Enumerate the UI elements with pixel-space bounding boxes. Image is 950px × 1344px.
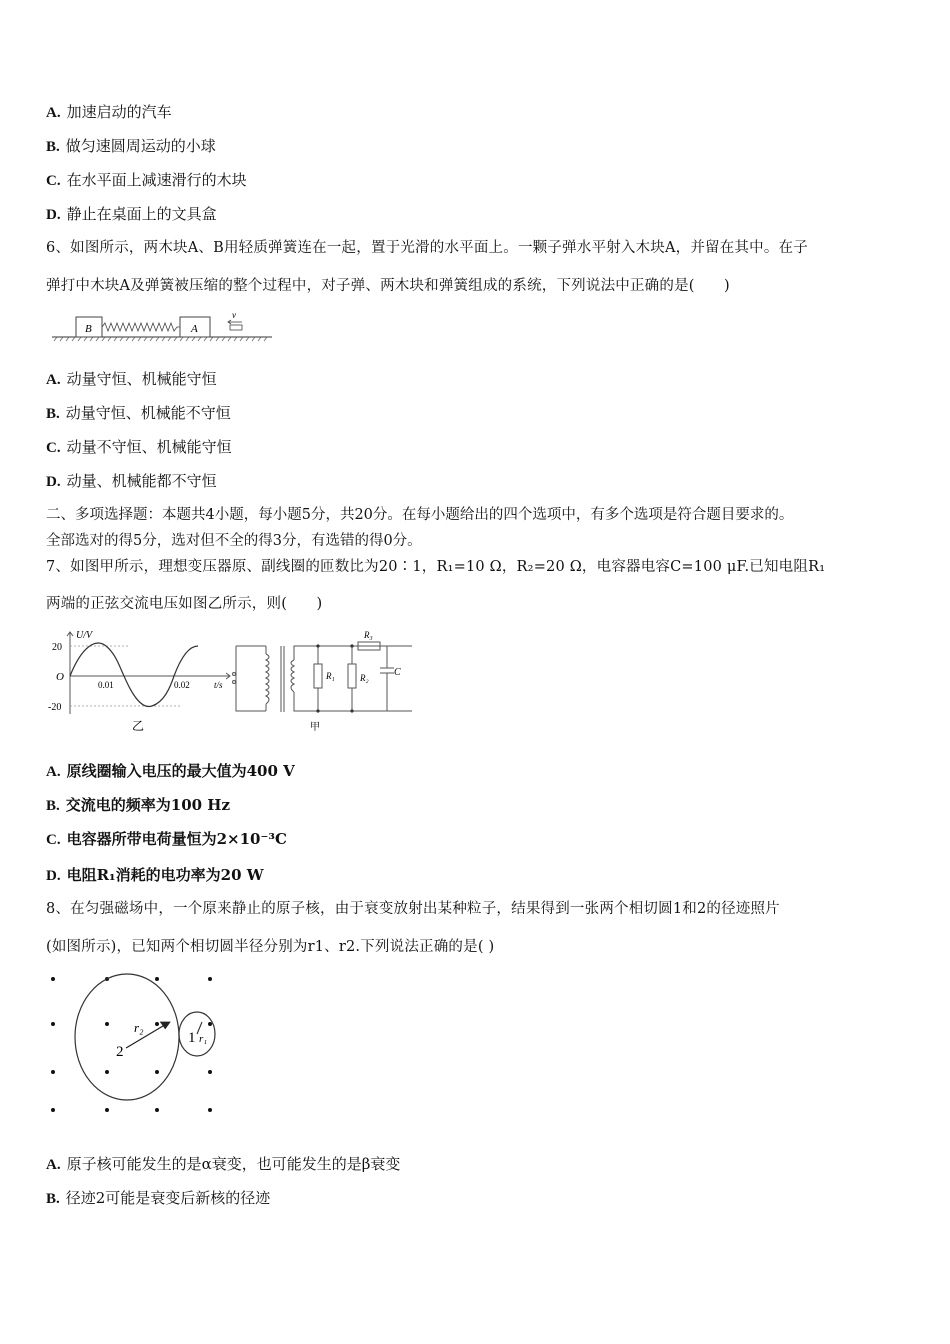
q6-stem-line1: 6、如图所示，两木块A、B用轻质弹簧连在一起，置于光滑的水平面上。一颗子弹水平射入木块A，并留在其中。在子 [46, 240, 808, 256]
svg-text:U/V: U/V [76, 630, 93, 641]
option-text: 交流电的频率为100 Hz [65, 796, 230, 814]
option-text: 电容器所带电荷量恒为2×10⁻³C [66, 830, 287, 848]
svg-text:R₃: R₃ [364, 630, 373, 640]
svg-text:R₂: R₂ [360, 673, 369, 683]
q7-stem-line1: 7、如图甲所示，理想变压器原、副线圈的匝数比为20∶1，R₁=10 Ω，R₂=20 Ω，电容器电容C=100 μF.已知电阻R₁ [46, 559, 826, 575]
svg-text:0.01: 0.01 [98, 680, 114, 690]
q7-option-d [46, 865, 264, 886]
svg-text:C: C [394, 667, 401, 678]
svg-text:r₂: r₂ [134, 1020, 144, 1035]
option-key: B. [46, 139, 60, 155]
q8-option-a [46, 1154, 400, 1175]
option-key: C. [46, 440, 61, 456]
svg-text:0.02: 0.02 [174, 680, 190, 690]
option-text: 原线圈输入电压的最大值为400 V [66, 762, 295, 780]
tangent-circles-figure [40, 962, 240, 1122]
spring-blocks-figure [52, 308, 277, 344]
svg-text:r₁: r₁ [199, 1033, 208, 1045]
q5-option-b [46, 136, 216, 157]
voltage-graph [40, 624, 240, 734]
option-text: 动量不守恒、机械能守恒 [66, 438, 232, 456]
option-text: 动量守恒、机械能不守恒 [65, 404, 231, 422]
q7-option-a [46, 761, 295, 782]
option-key: B. [46, 798, 60, 814]
option-text: 原子核可能发生的是α衰变，也可能发生的是β衰变 [66, 1155, 401, 1173]
svg-text:t/s: t/s [214, 680, 223, 690]
option-key: D. [46, 207, 61, 223]
svg-text:v: v [232, 310, 236, 320]
option-key: C. [46, 832, 61, 848]
svg-text:1: 1 [188, 1030, 196, 1046]
q5-option-c [46, 170, 247, 191]
option-key: D. [46, 868, 61, 884]
option-key: A. [46, 764, 61, 780]
option-text: 静止在桌面上的文具盒 [66, 205, 217, 223]
q6-option-c [46, 437, 232, 458]
sine-curve [70, 643, 198, 706]
option-text: 动量、机械能都不守恒 [66, 472, 217, 490]
svg-text:20: 20 [52, 642, 62, 653]
bullet [230, 325, 242, 330]
q8-stem-line2: (如图所示)，已知两个相切圆半径分别为r1、r2.下列说法正确的是( ) [46, 939, 495, 955]
option-key: A. [46, 1157, 61, 1173]
q7-stem-line2: 两端的正弦交流电压如图乙所示，则( ) [46, 596, 323, 612]
section2-line2: 全部选对的得5分，选对但不全的得3分，有选错的得0分。 [46, 533, 422, 549]
q6-option-d [46, 471, 217, 492]
svg-text:O: O [56, 671, 64, 683]
option-key: A. [46, 105, 61, 121]
section2-line1: 二、多项选择题：本题共4小题，每小题5分，共20分。在每小题给出的四个选项中，有多个选项是符合题目要求的。 [46, 507, 794, 523]
option-key: D. [46, 474, 61, 490]
option-key: C. [46, 173, 61, 189]
q5-option-d [46, 204, 217, 225]
q7-option-b [46, 795, 230, 816]
q8-stem-line1: 8、在匀强磁场中，一个原来静止的原子核，由于衰变放射出某种粒子，结果得到一张两个相切圆1和2的径迹照片 [46, 901, 780, 917]
svg-text:R₁: R₁ [326, 671, 335, 681]
q6-stem-line2: 弹打中木块A及弹簧被压缩的整个过程中，对子弹、两木块和弹簧组成的系统，下列说法中正确的是( ) [46, 278, 730, 294]
q6-option-b [46, 403, 231, 424]
option-key: B. [46, 1191, 60, 1207]
svg-text:A: A [191, 323, 198, 335]
option-text: 动量守恒、机械能守恒 [66, 370, 217, 388]
q8-option-b [46, 1188, 270, 1209]
svg-text:乙: 乙 [132, 719, 145, 733]
q5-option-a [46, 102, 172, 123]
option-text: 电阻R₁消耗的电功率为20 W [66, 866, 264, 884]
svg-text:2: 2 [116, 1044, 124, 1060]
q7-option-c [46, 829, 287, 850]
option-key: A. [46, 372, 61, 388]
svg-text:B: B [85, 323, 92, 335]
svg-text:-20: -20 [48, 702, 62, 713]
option-text: 径迹2可能是衰变后新核的径迹 [65, 1189, 271, 1207]
option-key: B. [46, 406, 60, 422]
spring [102, 323, 180, 331]
q6-option-a [46, 369, 217, 390]
option-text: 加速启动的汽车 [66, 103, 172, 121]
option-text: 在水平面上减速滑行的木块 [66, 171, 247, 189]
option-text: 做匀速圆周运动的小球 [65, 137, 216, 155]
svg-text:甲: 甲 [310, 722, 320, 733]
circle-2 [75, 974, 179, 1100]
transformer-circuit [232, 624, 412, 734]
